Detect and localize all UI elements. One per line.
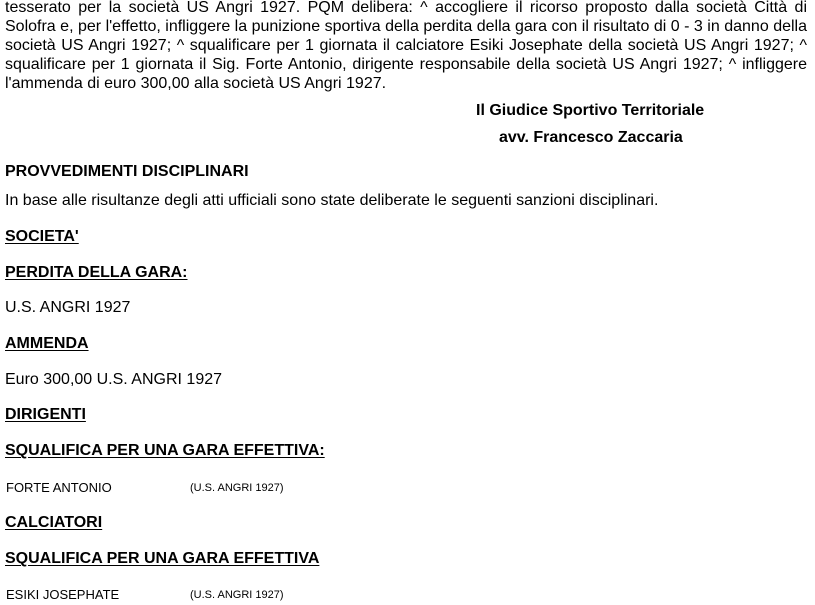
judge-name: avv. Francesco Zaccaria <box>499 129 683 146</box>
calciatori-heading: CALCIATORI <box>5 514 103 531</box>
calciatore-team: (U.S. ANGRI 1927) <box>190 589 284 601</box>
judge-role: Il Giudice Sportivo Territoriale <box>476 102 705 119</box>
calciatore-name: ESIKI JOSEPHATE <box>6 587 120 602</box>
provvedimenti-heading: PROVVEDIMENTI DISCIPLINARI <box>5 163 249 180</box>
dirigente-team: (U.S. ANGRI 1927) <box>190 482 284 494</box>
ammenda-value: Euro 300,00 U.S. ANGRI 1927 <box>5 371 223 388</box>
perdita-gara-heading: PERDITA DELLA GARA: <box>5 264 188 281</box>
dirigenti-squalifica-heading: SQUALIFICA PER UNA GARA EFFETTIVA: <box>5 442 325 459</box>
calciatori-squalifica-heading: SQUALIFICA PER UNA GARA EFFETTIVA <box>5 550 320 567</box>
societa-heading: SOCIETA' <box>5 228 79 245</box>
dirigente-name: FORTE ANTONIO <box>6 480 112 495</box>
provvedimenti-intro: In base alle risultanze degli atti ufficiali sono state deliberate le seguenti sanzioni disciplinari. <box>5 192 659 209</box>
intro-paragraph: tesserato per la società US Angri 1927. PQM delibera: ^ accogliere il ricorso proposto dalla società Città di Solofra e, per l'effetto, infliggere la punizione sportiva della perdita della gara con il risultato di 0 - 3 in danno della società US Angri 1927; ^ squalificare per 1 giornata il calciatore Esiki Josephate della società US Angri 1927; ^ squalificare per 1 giornata il Sig. Forte Antonio, dirigente responsabile della società US Angri 1927; ^ infliggere l'ammenda di euro 300,00 alla società US Angri 1927. <box>5 0 807 92</box>
dirigenti-heading: DIRIGENTI <box>5 406 86 423</box>
perdita-gara-value: U.S. ANGRI 1927 <box>5 299 131 316</box>
ammenda-heading: AMMENDA <box>5 335 89 352</box>
